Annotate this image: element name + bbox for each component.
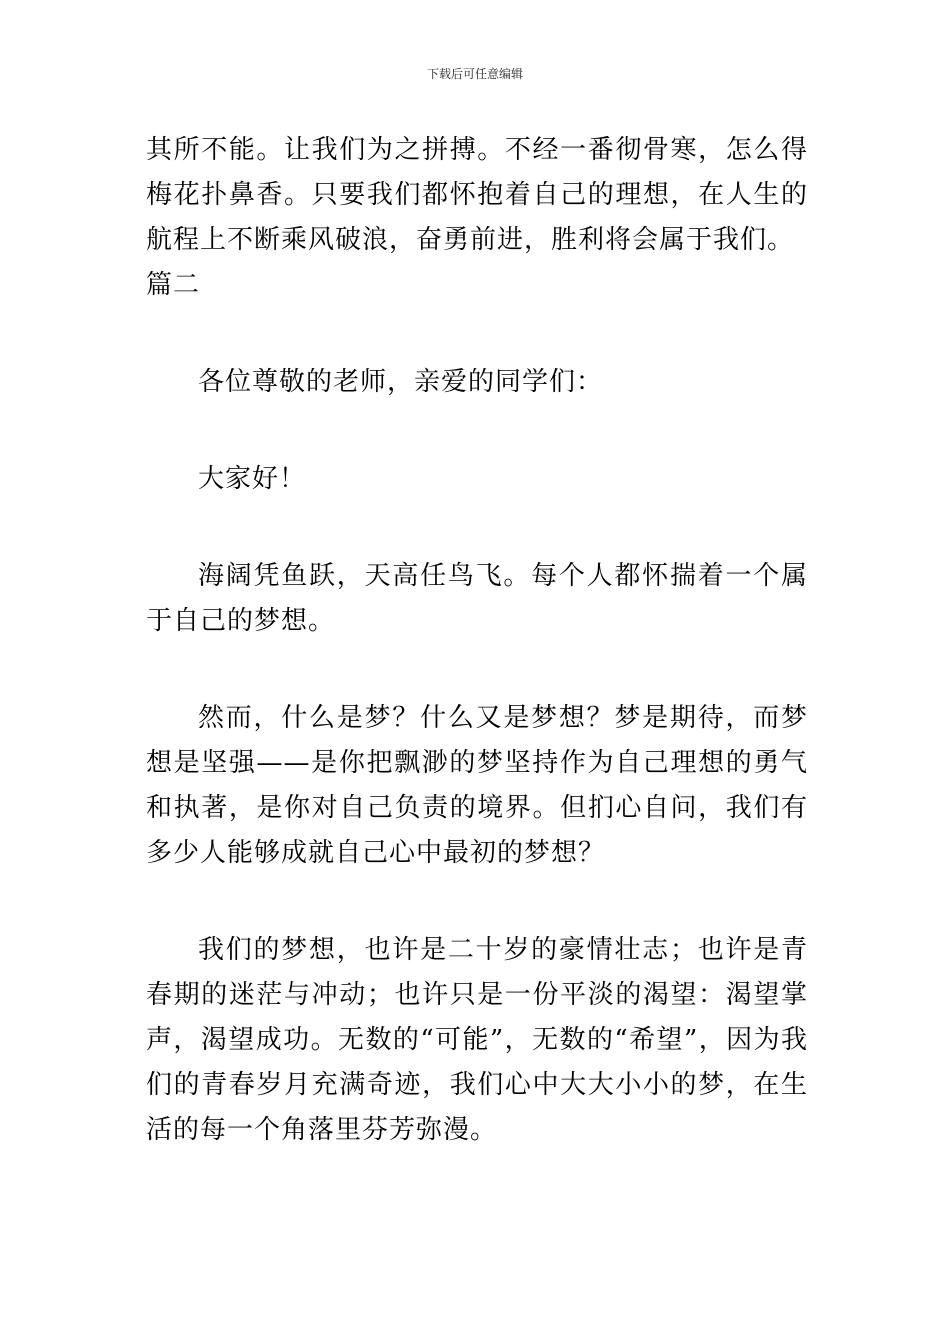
paragraph-2: 然而，什么是梦？什么又是梦想？梦是期待，而梦想是坚强——是你把飘渺的梦坚持作为自己理想的勇气和执著，是你对自己负责的境界。但扪心自问，我们有多少人能够成就自己心中最初的梦想？: [146, 703, 808, 868]
document-body: [146, 128, 808, 1153]
continuation-paragraph: 其所不能。让我们为之拼搏。不经一番彻骨寒，怎么得梅花扑鼻香。只要我们都怀抱着自己的理想，在人生的航程上不断乘风破浪，奋勇前进，胜利将会属于我们。: [146, 135, 808, 255]
greeting: 大家好！: [198, 464, 307, 494]
salutation: 各位尊敬的老师，亲爱的同学们：: [198, 367, 604, 397]
paragraph-1: 海阔凭鱼跃，天高任鸟飞。每个人都怀揣着一个属于自己的梦想。: [146, 561, 808, 636]
section-title: 篇二: [146, 270, 201, 300]
header-note: 下载后可任意编辑: [426, 67, 523, 81]
paragraph-3: 我们的梦想，也许是二十岁的豪情壮志；也许是青春期的迷茫与冲动；也许只是一份平淡的渴望：渴望掌声，渴望成功。无数的“可能”，无数的“希望”，因为我们的青春岁月充满奇迹，我们心中大大小小的梦，在生活的每一个角落里芬芳弥漫。: [146, 935, 808, 1145]
